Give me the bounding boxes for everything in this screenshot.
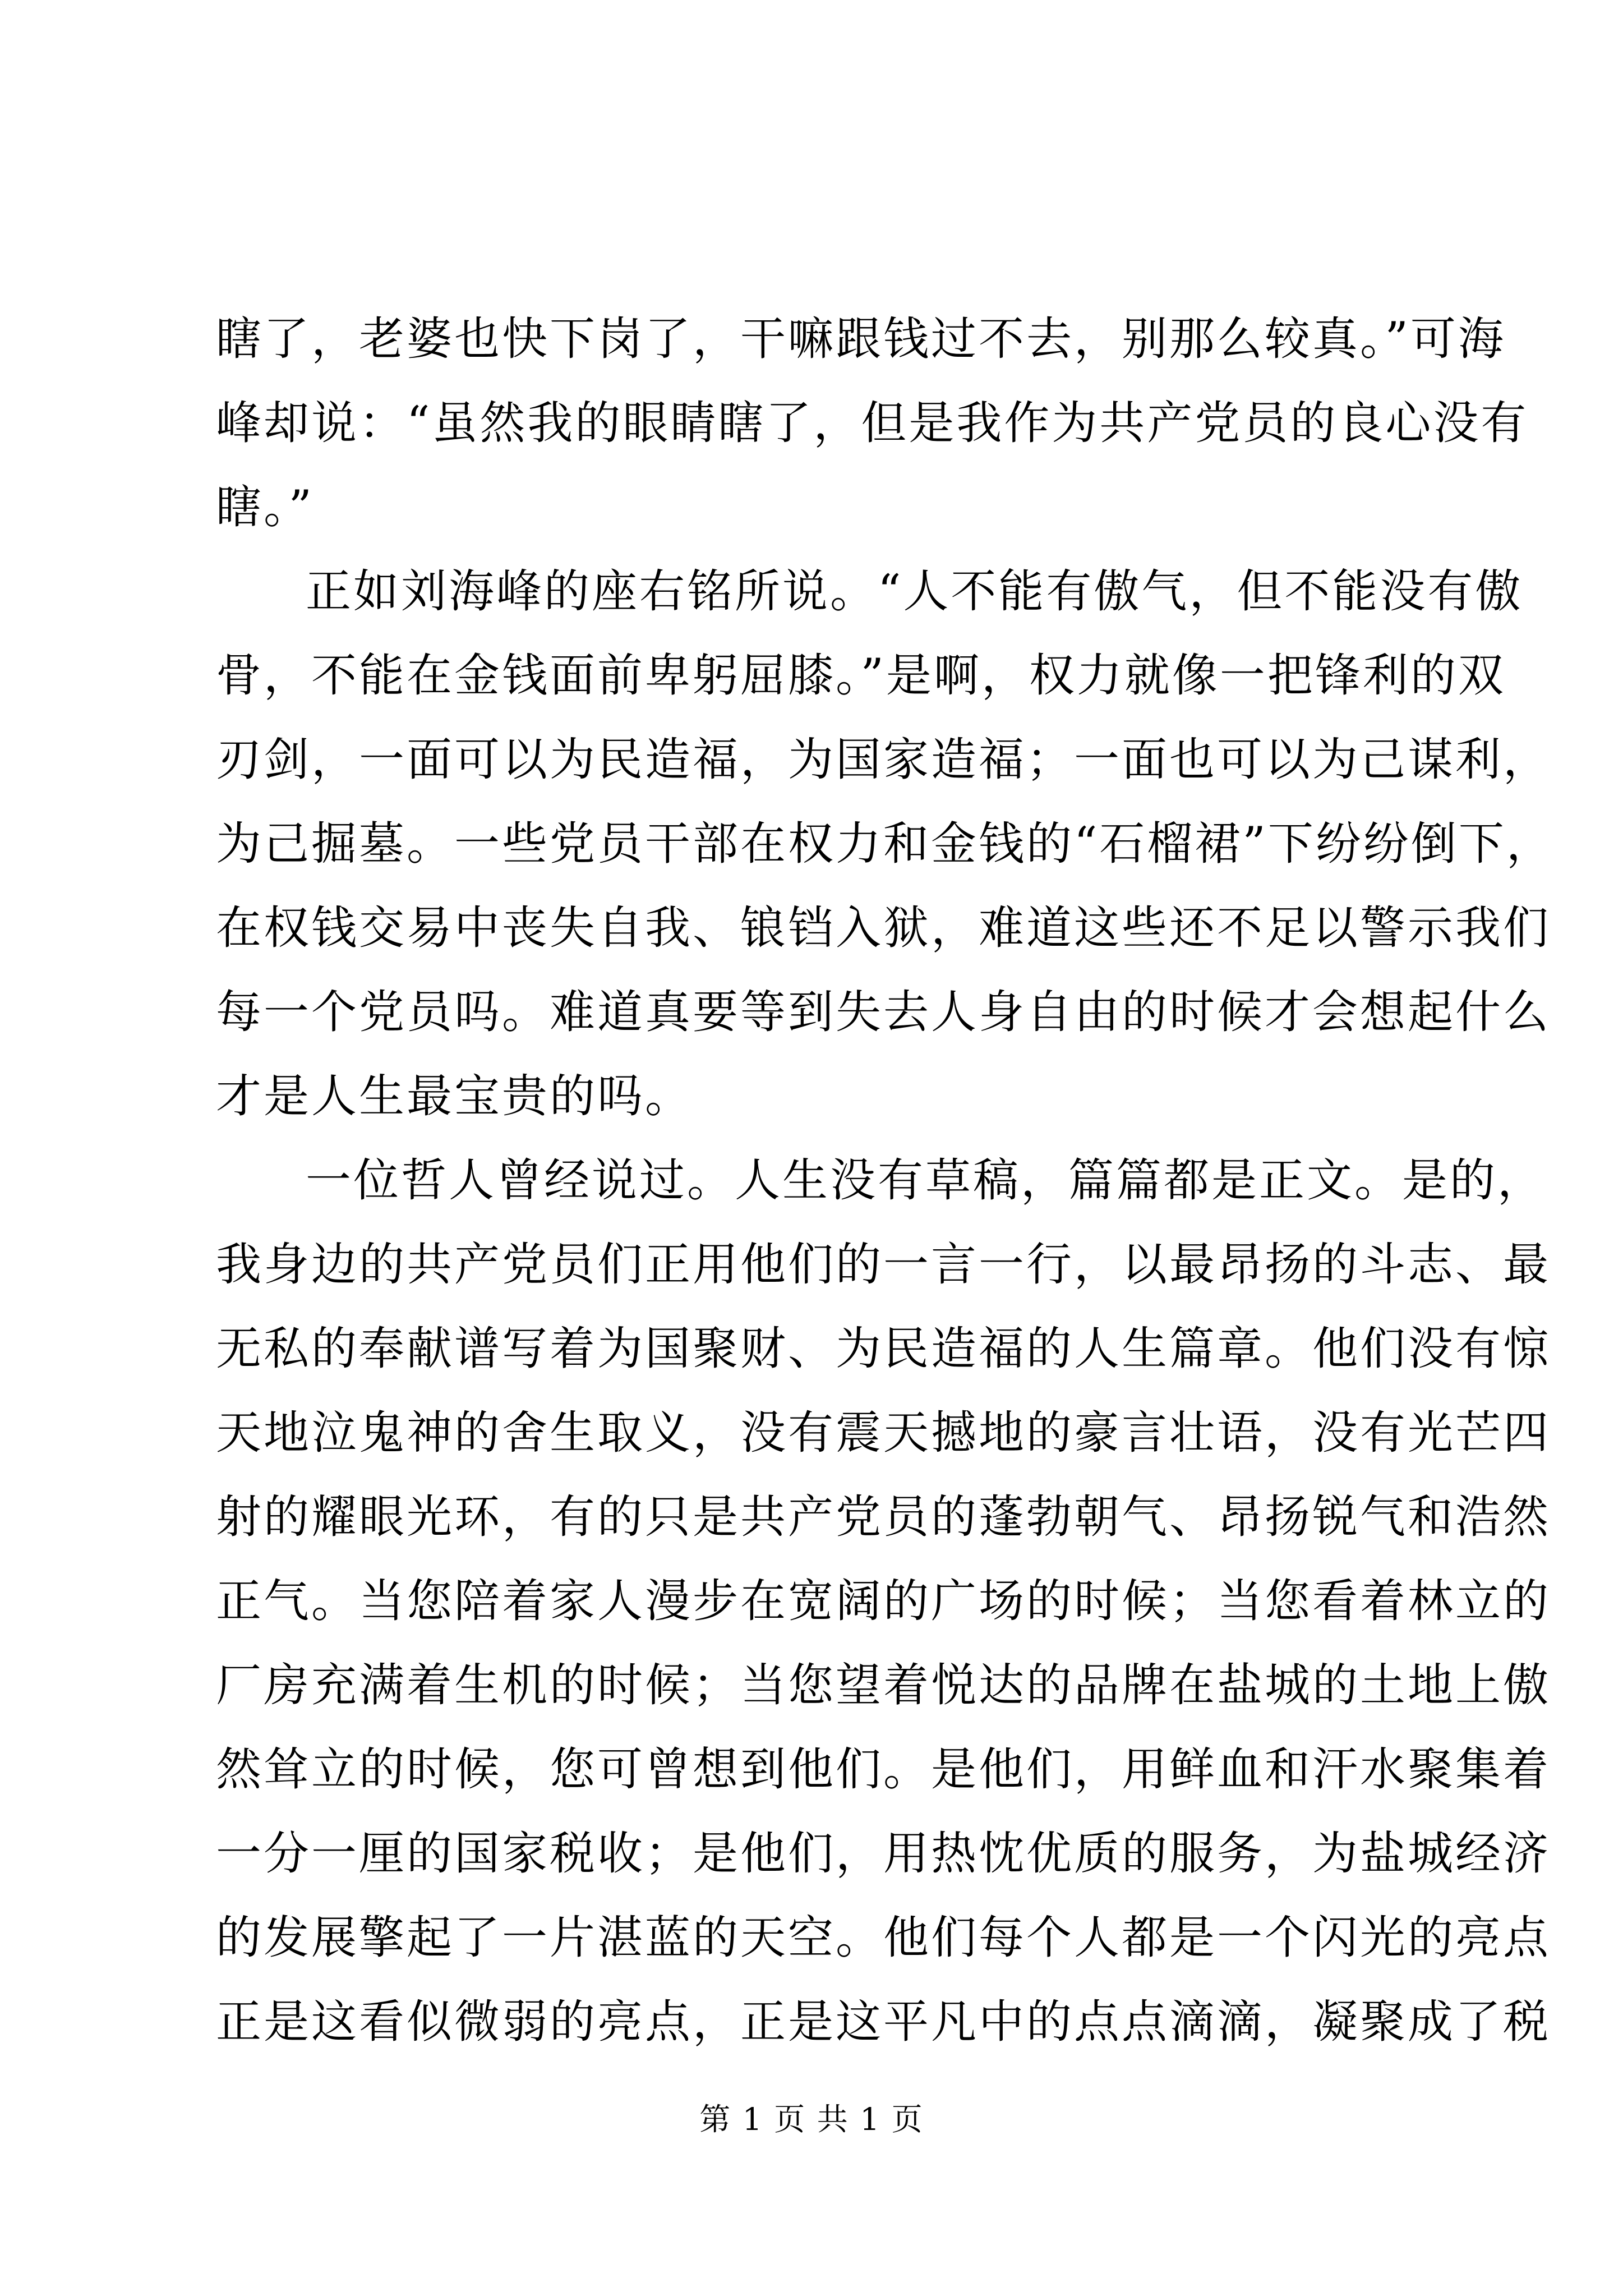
text-line: 为己掘墓。一些党员干部在权力和金钱的“石榴裙”下纷纷倒下， xyxy=(216,818,1554,871)
text-line: 厂房充满着生机的时候；当您望着悦达的品牌在盐城的土地上傲 xyxy=(216,1659,1551,1712)
text-line: 一分一厘的国家税收；是他们，用热忱优质的服务，为盐城经济 xyxy=(216,1828,1551,1880)
text-line: 然耸立的时候，您可曾想到他们。是他们，用鲜血和汗水聚集着 xyxy=(216,1743,1551,1796)
paragraph-first-line: 正如刘海峰的座右铭所说。“人不能有傲气，但不能没有傲 xyxy=(306,565,1523,618)
text-line: 我身边的共产党员们正用他们的一言一行，以最昂扬的斗志、最 xyxy=(216,1239,1551,1291)
text-line: 天地泣鬼神的舍生取义，没有震天撼地的豪言壮语，没有光芒四 xyxy=(216,1407,1551,1460)
text-line: 每一个党员吗。难道真要等到失去人身自由的时候才会想起什么 xyxy=(216,986,1551,1039)
text-line: 才是人生最宝贵的吗。 xyxy=(216,1070,693,1123)
text-line: 瞎。” xyxy=(216,481,314,534)
text-line: 正气。当您陪着家人漫步在宽阔的广场的时候；当您看着林立的 xyxy=(216,1575,1551,1628)
text-line: 峰却说：“虽然我的眼睛瞎了，但是我作为共产党员的良心没有 xyxy=(216,397,1529,450)
text-line: 刃剑，一面可以为民造福，为国家造福；一面也可以为己谋利， xyxy=(216,734,1551,786)
text-line: 射的耀眼光环，有的只是共产党员的蓬勃朝气、昂扬锐气和浩然 xyxy=(216,1491,1551,1544)
text-line: 瞎了，老婆也快下岗了，干嘛跟钱过不去，别那么较真。”可海 xyxy=(216,313,1506,366)
page-number-footer: 第 1 页 共 1 页 xyxy=(699,2101,924,2137)
paragraph-first-line: 一位哲人曾经说过。人生没有草稿，篇篇都是正文。是的， xyxy=(306,1154,1546,1207)
text-line: 在权钱交易中丧失自我、锒铛入狱，难道这些还不足以警示我们 xyxy=(216,902,1551,955)
text-line: 骨，不能在金钱面前卑躬屈膝。”是啊，权力就像一把锋利的双 xyxy=(216,650,1506,702)
text-line: 正是这看似微弱的亮点，正是这平凡中的点点滴滴，凝聚成了税 xyxy=(216,1996,1551,2049)
text-line: 的发展擎起了一片湛蓝的天空。他们每个人都是一个闪光的亮点 xyxy=(216,1912,1551,1964)
text-line: 无私的奉献谱写着为国聚财、为民造福的人生篇章。他们没有惊 xyxy=(216,1323,1551,1375)
